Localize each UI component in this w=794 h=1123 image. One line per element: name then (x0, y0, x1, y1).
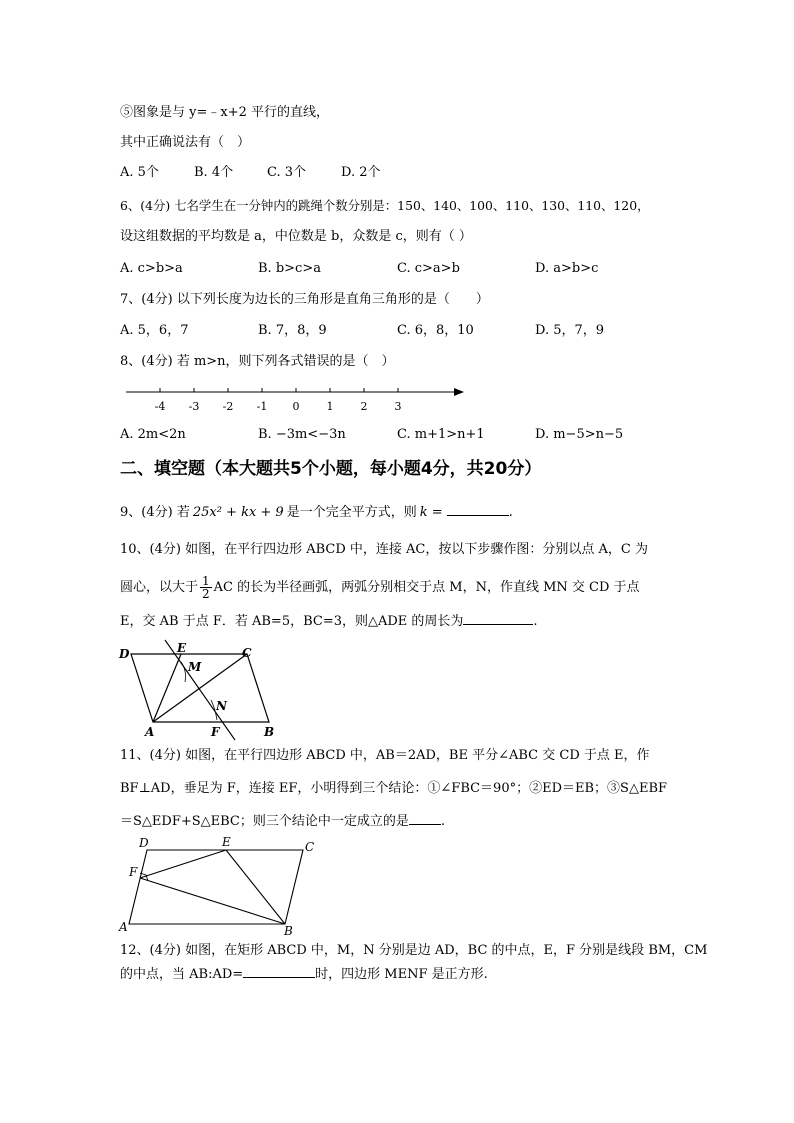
q9-prefix: 9、(4分) 若 (120, 505, 190, 520)
q9-answer-blank[interactable] (447, 503, 509, 516)
q5-item5: ⑤图象是与 y=﹣x+2 平行的直线， (120, 105, 329, 120)
label-b: B (264, 725, 275, 739)
label-n: N (216, 699, 227, 713)
q8-stem: 8、(4分) 若 m>n，则下列各式错误的是（ ） (120, 354, 395, 369)
q12-stem-line1: 12、(4分) 如图，在矩形 ABCD 中，M，N 分别是边 AD，BC 的中点，E，F 分别是线段 BM，CM (120, 943, 708, 958)
q9-end: . (508, 505, 513, 520)
segment-ef (140, 850, 226, 878)
line-mn (165, 640, 235, 740)
label-c: C (242, 646, 252, 660)
q11-parallelogram-figure (115, 834, 325, 938)
q8-option-c: C. m+1>n+1 (397, 427, 485, 442)
q5-ask: 其中正确说法有（ ） (120, 135, 251, 150)
label-a: A (119, 920, 128, 934)
q11-answer-blank[interactable] (409, 812, 441, 825)
q10-answer-blank[interactable] (463, 612, 533, 625)
segment-bf (140, 878, 285, 924)
q9-expression: 25x² + kx + 9 (192, 505, 284, 520)
q10-frac-den: 2 (202, 587, 210, 601)
q8-option-b: B. −3m<−3n (258, 427, 346, 442)
q10-stem-line2 (120, 575, 640, 600)
q6-stem-line1: 6、(4分) 七名学生在一分钟内的跳绳个数分别是：150、140、100、110、130、110、120， (120, 198, 650, 213)
q10-line2-b: AC 的长为半径画弧，两弧分别相交于点 M，N，作直线 MN 交 CD 于点 (213, 580, 640, 595)
label-e: E (177, 641, 187, 655)
label-f: F (129, 865, 138, 879)
q10-line3-end: . (533, 614, 538, 629)
parallelogram-abcd (129, 850, 303, 924)
q12-line2-a: 的中点，当 AB:AD= (120, 967, 244, 982)
q5-option-a: A. 5个 (120, 165, 159, 180)
q9-stem (120, 503, 513, 522)
label-b: B (284, 924, 293, 938)
label-m: M (188, 660, 202, 674)
q7-option-b: B. 7，8，9 (258, 323, 327, 338)
q12-answer-blank[interactable] (243, 965, 315, 978)
q10-line3-text: E，交 AB 于点 F．若 AB=5，BC=3，则△ADE 的周长为 (120, 614, 464, 629)
q8-option-d: D. m−5>n−5 (535, 427, 624, 442)
number-line-label: -4 (154, 400, 166, 413)
label-d: D (139, 836, 149, 850)
q6-option-c: C. c>a>b (397, 261, 460, 276)
q5-option-d: D. 2个 (341, 165, 381, 180)
q10-frac-num: 1 (202, 574, 210, 588)
number-line-label: 2 (360, 400, 368, 413)
number-line-arrow (454, 388, 464, 396)
label-d: D (119, 647, 130, 661)
q12-stem-line2 (120, 965, 488, 984)
label-a: A (145, 725, 155, 739)
arc-m (181, 662, 186, 682)
q7-stem: 7、(4分) 以下列长度为边长的三角形是直角三角形的是（ ） (120, 292, 489, 307)
q11-stem-line2: BF⊥AD，垂足为 F，连接 EF，小明得到三个结论：①∠FBC＝90°；②ED＝EB；③S△EBF (120, 781, 668, 796)
label-e: E (222, 835, 231, 849)
q6-stem-line2: 设这组数据的平均数是 a，中位数是 b，众数是 c，则有（ ） (120, 229, 472, 244)
q11-line3-end: . (440, 814, 446, 829)
q8-option-a: A. 2m<2n (120, 427, 186, 442)
number-line-label: -3 (188, 400, 200, 413)
q10-fraction (200, 575, 212, 600)
q9-k-label: k = (419, 505, 443, 520)
q10-parallelogram-figure (115, 640, 285, 740)
label-c: C (305, 840, 315, 854)
number-line-figure (120, 380, 480, 420)
number-line-label: 0 (292, 400, 300, 413)
q6-option-b: B. b>c>a (258, 261, 321, 276)
q12-line2-b: 时，四边形 MENF 是正方形. (315, 967, 488, 982)
q10-line2-a: 圆心，以大于 (120, 580, 199, 595)
q6-option-d: D. a>b>c (535, 261, 599, 276)
q6-option-a: A. c>b>a (120, 261, 183, 276)
number-line-label: -2 (222, 400, 234, 413)
q5-option-b: B. 4个 (194, 165, 234, 180)
q10-stem-line1: 10、(4分) 如图，在平行四边形 ABCD 中，连接 AC，按以下步骤作图：分别以点 A，C 为 (120, 542, 648, 557)
q11-line3-text: ＝S△EDF+S△EBC；则三个结论中一定成立的是 (120, 814, 409, 829)
segment-be (226, 850, 285, 924)
q7-option-c: C. 6，8，10 (397, 323, 474, 338)
number-line-label: -1 (256, 400, 268, 413)
q11-stem-line3 (120, 812, 445, 831)
q11-stem-line1: 11、(4分) 如图，在平行四边形 ABCD 中，AB＝2AD，BE 平分∠ABC 交 CD 于点 E，作 (120, 748, 650, 763)
section-title: 二、填空题（本大题共5个小题，每小题4分，共20分） (120, 459, 542, 479)
q7-option-a: A. 5，6，7 (120, 323, 189, 338)
q9-middle: 是一个完全平方式，则 (286, 505, 417, 520)
q7-option-d: D. 5，7，9 (535, 323, 605, 338)
q5-option-c: C. 3个 (267, 165, 307, 180)
number-line-label: 3 (394, 400, 402, 413)
label-f: F (211, 725, 220, 739)
number-line-label: 1 (326, 400, 334, 413)
q10-stem-line3 (120, 612, 538, 631)
